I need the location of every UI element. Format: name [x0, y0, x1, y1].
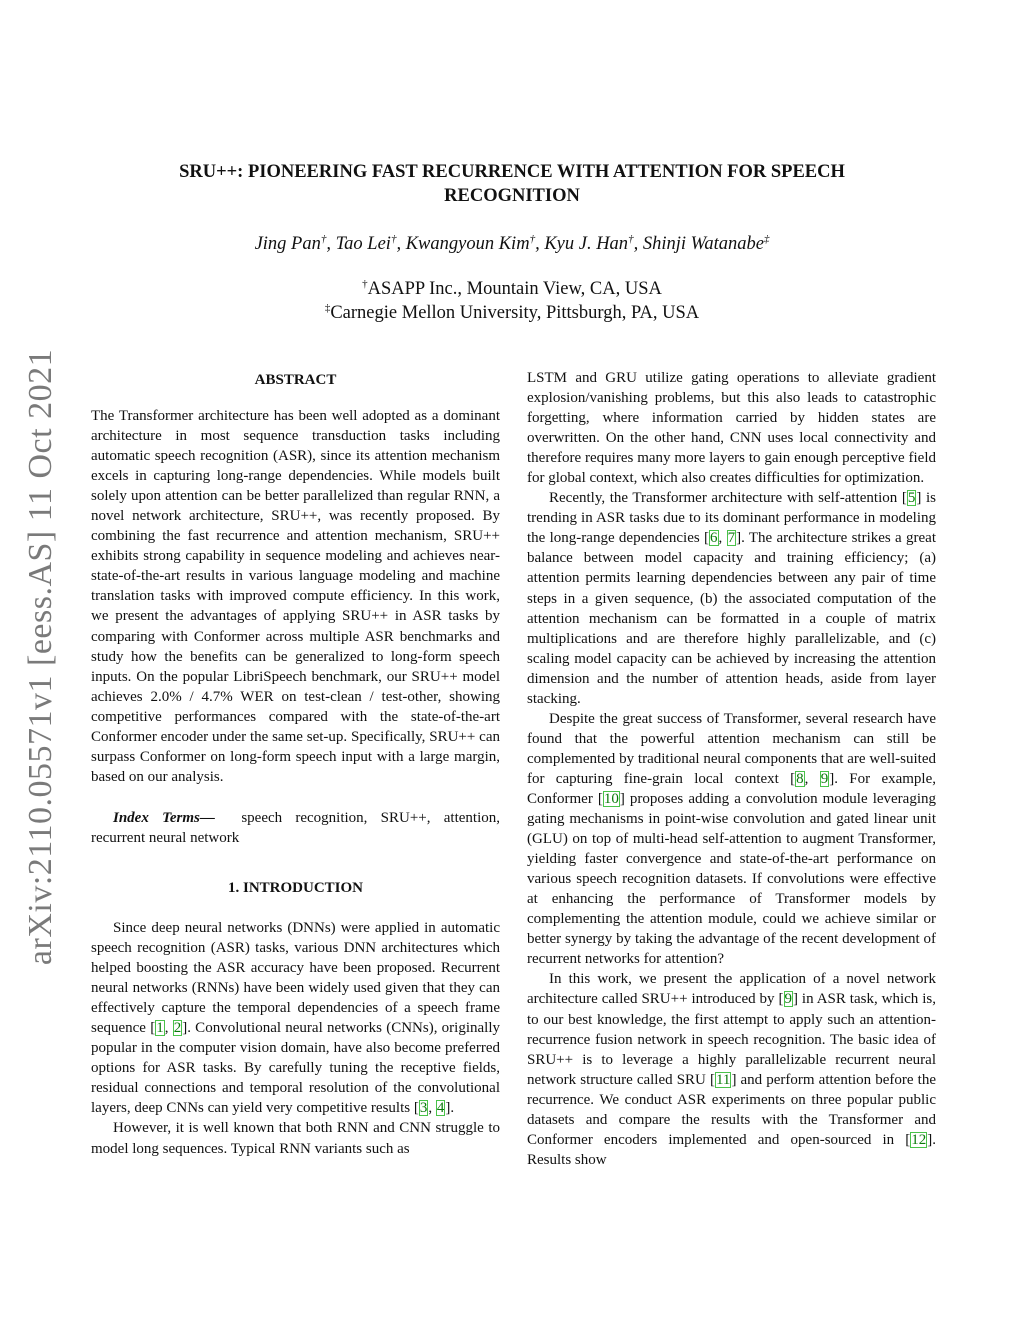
intro-paragraph-4: Despite the great success of Transformer, several research have found that the powerful attention mechanism can still be complemented by traditional neural components that are well-suited for capturing fine-grain local context [8, 9]. For example, Conformer [10] proposes adding a convolution module leveraging gating mechanisms in point-wise convolution and gated linear unit (GLU) on top of multi-head self-attention to augment Transformer, yielding faster convergence and state-of-the-art performance on various speech recognition datasets. If convolutions were effective at enhancing the performance of Transformer models by complementing the attention module, could we achieve similar or better synergy by taking the advantage of the recent development of recurrent networks for attention? — [527, 710, 937, 968]
paper-title: SRU++: PIONEERING FAST RECURRENCE WITH ATTENTION FOR SPEECH RECOGNITION — [179, 162, 845, 206]
affiliation-text: Carnegie Mellon University, Pittsburgh, PA, USA — [330, 303, 700, 323]
author-name: Jing Pan — [254, 234, 321, 254]
index-terms-label: Index Terms— — [113, 809, 215, 826]
right-column — [527, 368, 936, 1170]
citation-link[interactable]: 3 — [419, 1100, 428, 1117]
affiliation-line — [120, 277, 904, 301]
affiliation-list — [120, 277, 904, 325]
abstract-heading: ABSTRACT — [254, 372, 337, 388]
index-terms — [91, 808, 500, 848]
author-name: Shinji Watanabe — [642, 234, 764, 254]
intro-paragraph-2: However, it is well known that both RNN and CNN struggle to model long sequences. Typical RNN variants such as — [91, 1120, 500, 1157]
affiliation-mark: † — [529, 232, 536, 245]
affiliation-text: ASAPP Inc., Mountain View, CA, USA — [367, 279, 662, 299]
affiliation-mark: † — [362, 277, 368, 290]
citation-link[interactable]: 5 — [907, 490, 916, 507]
affiliation-mark: † — [390, 232, 397, 245]
citation-link[interactable]: 7 — [727, 530, 736, 547]
citation-link[interactable]: 11 — [715, 1071, 731, 1088]
affiliation-mark: ‡ — [763, 232, 770, 245]
intro-paragraph-2-continued: LSTM and GRU utilize gating operations to alleviate gradient explosion/vanishing problems, but this also leads to catastrophic forgetting, where information carried by hidden states are overwritten. On the other hand, CNN uses local connectivity and therefore requires many more layers to gain enough perceptive field for global context, which also creates difficulties for optimization. — [527, 370, 936, 487]
intro-paragraph-3: Recently, the Transformer architecture with self-attention [5] is trending in ASR tasks due to its dominant performance in modeling the long-range dependencies [6, 7]. The architecture strikes a great balance between model capacity and training efficiency; (a) attention permits learning dependencies between any pair of time steps in a given sequence, (b) the associated computation of the attention mechanism can be formatted in a couple of matrix multiplications and are therefore highly parallelizable, and (c) scaling model capacity can be achieved by increasing the attention dimension and the number of attention heads, aside from layer stacking. — [527, 490, 936, 707]
affiliation-mark: † — [320, 232, 327, 245]
citation-link[interactable]: 8 — [796, 770, 804, 787]
left-column — [91, 368, 500, 1159]
author-name: Tao Lei — [335, 234, 391, 254]
author-name: Kwangyoun Kim — [405, 234, 530, 254]
citation-link[interactable]: 10 — [603, 790, 619, 807]
intro-paragraph-1: Since deep neural networks (DNNs) were applied in automatic speech recognition (ASR) tasks, various DNN architectures which helped boosting the ASR accuracy have been proposed. Recurrent neural networks (RNNs) have been widely used given that they can effectively capture the temporal dependencies of a speech frame sequence [1, 2]. Convolutional neural networks (CNNs), originally popular in the computer vision domain, have also become preferred options for ASR tasks. By carefully tuning the receptive fields, residual connections and temporal resolution of the convolutional layers, deep CNNs can yield very competitive results [3, 4]. — [91, 919, 501, 1117]
author-list: Jing Pan†, Tao Lei†, Kwangyoun Kim†, Kyu J. Han†, Shinji Watanabe‡ — [254, 232, 770, 254]
author-name: Kyu J. Han — [544, 234, 629, 254]
affiliation-mark: † — [628, 232, 634, 245]
introduction-heading: 1. INTRODUCTION — [227, 879, 363, 896]
arxiv-identifier-stamp: arXiv:2110.05571v1 [eess.AS] 11 Oct 2021 — [22, 348, 59, 966]
citation-link[interactable]: 2 — [173, 1020, 182, 1037]
citation-link[interactable]: 9 — [820, 770, 829, 787]
intro-paragraph-5: In this work, we present the application of a novel network architecture called SRU++ introduced by [9] in ASR task, which is, to our best knowledge, the first attempt to apply such an attention-recurrence fusion network in speech recognition. The basic idea of SRU++ is to leverage a highly parallelizable recurrent neural network structure called SRU [11] and perform attention before the recurrence. We conduct ASR experiments on three popular public datasets and compare the results with the Transformer and Conformer encoders implemented and open-sourced in [12]. Results show — [527, 971, 936, 1168]
citation-link[interactable]: 1 — [156, 1020, 164, 1037]
citation-link[interactable]: 4 — [436, 1100, 445, 1117]
affiliation-mark: ‡ — [324, 301, 331, 314]
citation-link[interactable]: 12 — [911, 1131, 927, 1148]
abstract-text: The Transformer architecture has been well adopted as a dominant architecture in most sequence transduction tasks including automatic speech recognition (ASR), since its attention mechanism excels in capturing long-range dependencies. While models built solely upon attention can be better parallelized than regular RNN, a novel network architecture, SRU++, was recently proposed. By combining the fast recurrence and attention mechanism, SRU++ exhibits strong capability in sequence modeling and achieves near-state-of-the-art results in various language modeling and machine translation tasks with improved compute efficiency. In this work, we present the advantages of applying SRU++ in ASR tasks by comparing with Conformer across multiple ASR benchmarks and study how the benefits can be generalized to long-form speech inputs. On the popular LibriSpeech benchmark, our SRU++ model achieves 2.0% / 4.7% WER on test-clean / test-other, showing competitive performances compared with the state-of-the-art Conformer encoder under the same set-up. Specifically, SRU++ can surpass Conformer on long-form speech input with a large margin, based on our analysis. — [91, 408, 500, 785]
index-terms-text: speech recognition, SRU++, attention, recurrent neural network — [91, 809, 500, 846]
affiliation-line — [120, 301, 904, 325]
citation-link[interactable]: 9 — [784, 991, 792, 1008]
citation-link[interactable]: 6 — [710, 530, 718, 547]
